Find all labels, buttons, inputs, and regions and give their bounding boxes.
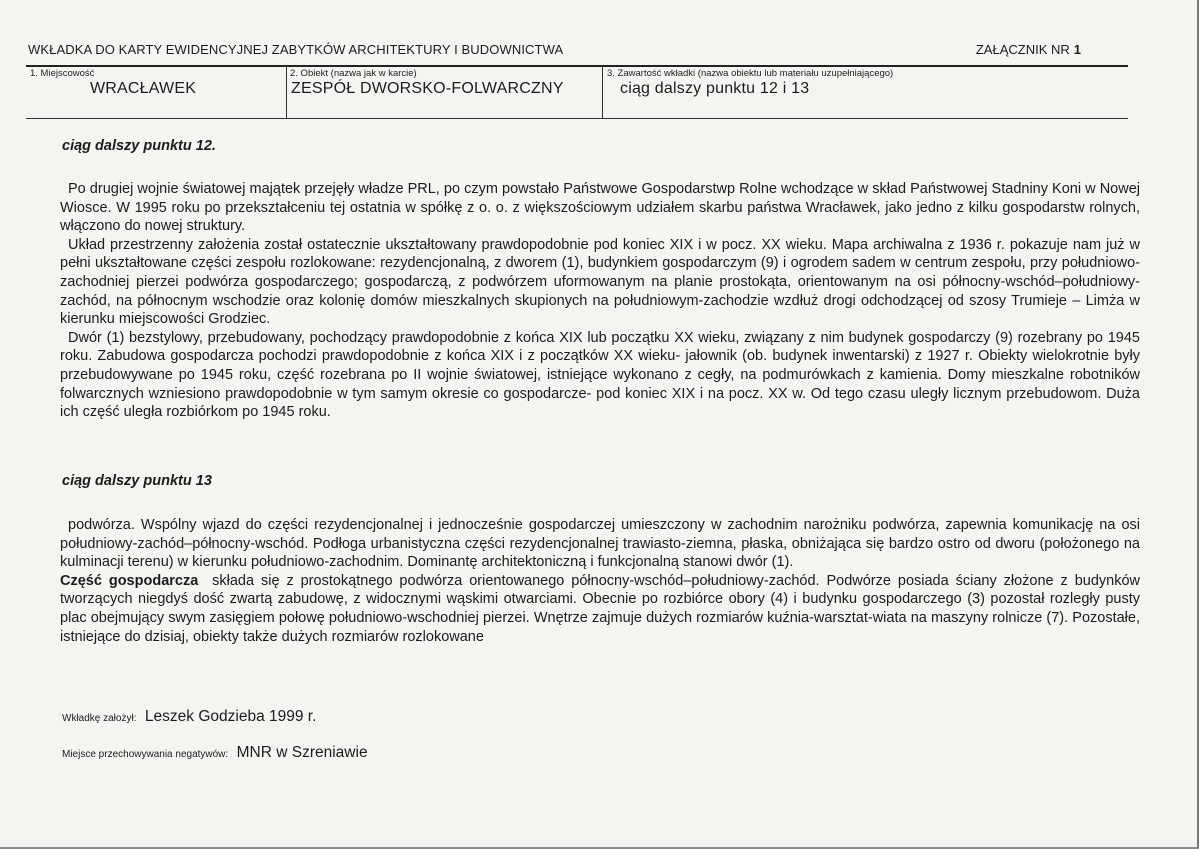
storage-line [62,744,368,762]
field-label-object: 2. Obiekt (nazwa jak w karcie) [290,68,417,79]
section-13-paragraph: podwórza. Wspólny wjazd do części rezydencjonalnej i jednocześnie gospodarczej umieszczony w zachodnim narożniku podwórza, zapewnia komunikację na osi południowy-zachód–północny-wschód. Podłoga urbanistyczna części rezydencjonalnej trawiasto-ziemna, płaska, obniżająca się bardzo ostro od dworu (położonego na kulminacji terenu) w kierunku południowo-zachodnim. Dominantę architektoniczną i funkcjonalną stanowi dwór (1). [60,517,1140,571]
author-line [62,708,316,726]
form-title: WKŁADKA DO KARTY EWIDENCYJNEJ ZABYTKÓW ARCHITEKTURY I BUDOWNICTWA [28,42,564,57]
section-13-heading: ciąg dalszy punktu 13 [62,473,212,489]
header-bottom-rule [26,118,1128,119]
bold-lead: Część gospodarcza [60,572,199,589]
section-13-paragraph [60,572,1140,646]
field-label-contents: 3. Zawartość wkładki (nazwa obiektu lub materiału uzupełniającego) [607,68,894,79]
field-label-locality: 1. Miejscowość [30,68,95,79]
storage-label: Miejsce przechowywania negatywów: [62,749,229,760]
field-value-object: ZESPÓŁ DWORSKO-FOLWARCZNY [291,80,564,97]
annex-number: 1 [1073,42,1081,57]
section-12-paragraph: Po drugiej wojnie światowej majątek przejęły władze PRL, po czym powstało Państwowe Gospodarstwp Rolne wchodzące w skład Państwowej Stadniny Koni w Nowej Wiosce. W 1995 roku po przekształceniu tej ostatnia w spółkę z o. o. z większościowym udziałem skarbu państwa Wracławek, jako jedno z kilku gospodarstw rolnych, włączono do nowej struktury. [60,181,1140,235]
author-label: Wkładkę założył: [62,713,137,724]
annex-label-text: ZAŁĄCZNIK NR [975,42,1070,57]
section-12-body [60,180,1140,422]
bold-paragraph-text: składa się z prostokątnego podwórza orientowanego północny-wschód–południowy-zachód. Podwórze posiada ściany złożone z budynków tworzących niegdyś dość zwartą zabudowę, z widocznymi wąskimi otwarciami. Obecnie po rozbiórce obory (4) i budynku gospodarczego (3) pozostał rozległy pusty plac obejmujący swym zasięgiem połowę południowo-wschodniej pierzei. Wnętrze zajmuje dużych rozmiarów kuźnia-warsztat-wiata na maszyny rolnicze (7). Pozostałe, istniejące do dzisiaj, obiekty także dużych rozmiarów rozlokowane [60,572,1140,645]
section-13-body [60,516,1140,646]
field-value-contents: ciąg dalszy punktu 12 i 13 [620,80,810,97]
field-divider-1 [286,66,287,118]
section-12-paragraph: Dwór (1) bezstylowy, przebudowany, pochodzący prawdopodobnie z końca XIX lub początku XX wieku, związany z nim budynek gospodarczy (9) rozebrany po 1945 roku. Zabudowa gospodarcza pochodzi prawdopodobnie z końca XIX i z początków XX wieku- jałownik (ob. budynek inwentarski) z 1927 r. Obiekty wielokrotnie były przebudowywane po 1945 roku, część rozebrana po II wojnie światowej, istniejące wykonano z cegły, na podmurówkach z kamienia. Domy mieszkalne robotników folwarcznych wzniesiono prawdopodobnie w tym samym okresie co gospodarcze- pod koniec XIX i na pocz. XX w. Od tego czasu uległy licznym przebudowom. Duża ich część uległa rozbiórkom po 1945 roku. [60,329,1140,421]
author-value: Leszek Godzieba 1999 r. [144,708,317,725]
section-12-paragraph: Układ przestrzenny założenia został ostatecznie ukształtowany prawdopodobnie pod koniec XIX i w pocz. XX wieku. Mapa archiwalna z 1936 r. pokazuje nam już w pełni ukształtowane części zespołu rozlokowane: rezydencjonalną, z dworem (1), budynkiem gospodarczym (9) i ogrodem sadem w centrum zespołu, przy południowo-zachodniej pierzei podwórza gospodarczego; gospodarczą, z podwórzem uformowanym na planie prostokąta, orientowanym na osi północny-wschód–południowy-zachód, na północnym wschodzie oraz kolonię domów mieszkalnych skupionych na południowym-zachodzie wzdłuż drogi odchodzącej od szosy Trumieje – Limża w kierunku miejscowości Grodziec. [60,236,1140,328]
annex-label [976,42,1081,57]
section-12-heading: ciąg dalszy punktu 12. [62,138,216,154]
field-value-locality: WRACŁAWEK [90,80,197,97]
storage-value: MNR w Szreniawie [236,744,368,761]
field-divider-2 [602,66,603,118]
header-top-rule [26,65,1128,67]
